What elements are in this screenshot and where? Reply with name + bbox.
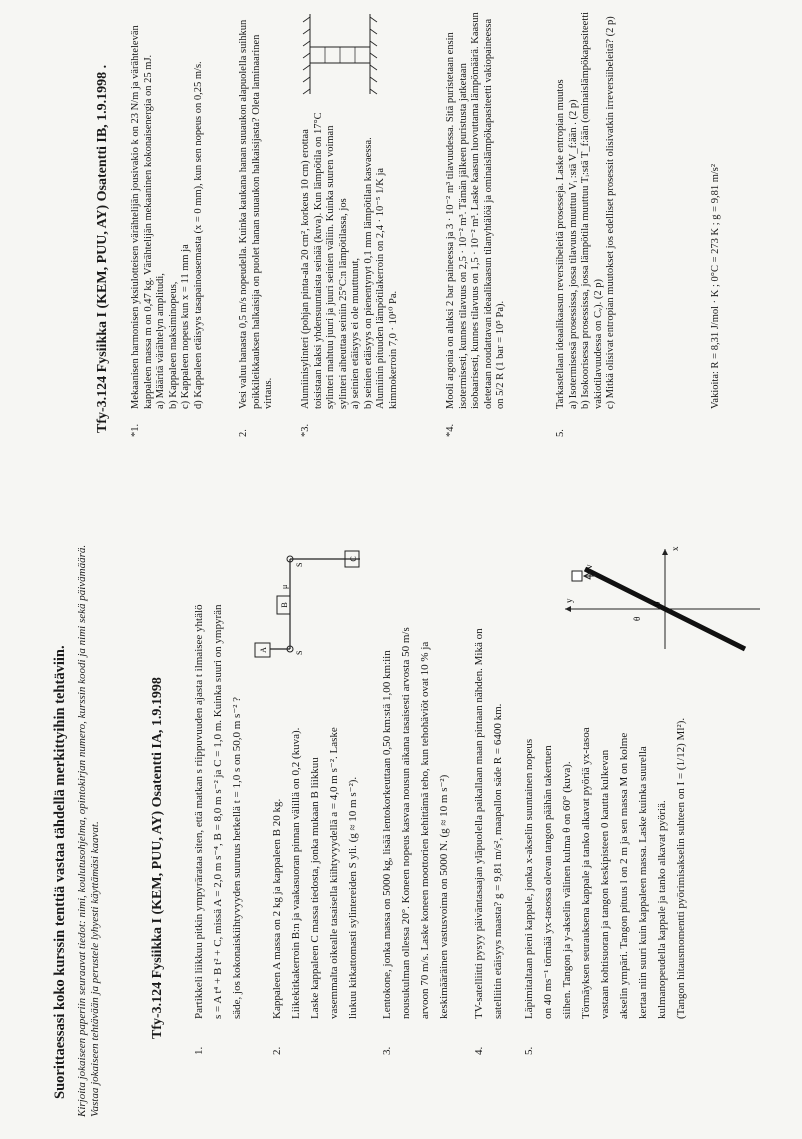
problem-line: kertaa niin suuri kuin kappaleen massa. Laske kuinka suurella [637, 746, 649, 1019]
problem-line: (Tangon hitausmomentti pyörimisakselin suhteen on I = (1/12) Ml²). [675, 717, 687, 1019]
problem-text: Mekaanisen harmonisen yksiulotteisen värähtelijän jousivakio k on 23 N/m ja värähtelevän kappaleen massa m on 0,47 kg. Värähtelijän mekaaninen kokonaisenergia on 25 mJ. [130, 25, 154, 409]
problem-number: *3. [300, 423, 311, 437]
problem-ia-4 [470, 549, 508, 1055]
problem-item: d) Kappaleen etäisyys tasapainoasemasta (x = 0 mm), kun sen nopeus on 0,25 m/s. [192, 61, 204, 409]
exam-ia-title: Tfy-3.124 Fysiikka I (KEM, PUU, AY) Osatentti IA, 1.9.1998 [150, 677, 165, 1039]
problem-item: a) Isotermisessä prosessissa, jossa tilavuus muuttuu Vᵢ :stä V_f:ään . (2 p) [567, 99, 579, 409]
problem-ib-5 [555, 9, 618, 437]
exam-ib-column [0, 0, 802, 539]
problem-line: säde, jos kokonaiskiihtyvyyden suuruus hetkellä t = 1,0 s on 50,0 m s⁻² ? [231, 696, 243, 1019]
label-theta: θ [632, 616, 642, 621]
problem-text: Tarkastellaan ideaalikaasun reversiibeleitä prosesseja. Laske entropian muutos [555, 79, 566, 409]
problem-line: arvoon 70 m/s. Laske koneen moottorien kehittämä teho, kun tehohäviöt ovat 10 % ja [419, 641, 431, 1019]
problem-item: a) Määritä värähtelyn amplitudi, [155, 273, 166, 409]
label-x: x [670, 546, 680, 551]
problem-line: Läpimitaltaan pieni kappale, jonka x-akselin suuntainen nopeus [523, 738, 535, 1019]
cylinder-figure [300, 9, 380, 99]
label-a: A [259, 647, 268, 653]
problem-number: 3. [381, 1046, 393, 1055]
pulley-figure [250, 549, 370, 659]
problem-line: kulmanopeudella kappale ja tanko alkavat pyöriä. [656, 800, 668, 1019]
problem-number: 5. [523, 1046, 535, 1055]
problem-item: c) Mitkä olisivat entropian muutokset jos edelliset prosessit olisivatkin irreversiibeleitä? (2 p) [605, 16, 616, 409]
problem-ia-5 [520, 679, 691, 1055]
problem-item: b) Kappaleen maksiminopeus, [167, 281, 179, 409]
problem-ia-1 [190, 549, 247, 1055]
rod-figure [560, 544, 770, 669]
label-c: C [349, 556, 358, 562]
problem-number: 1. [193, 1046, 205, 1055]
problem-ib-4 [445, 9, 508, 437]
label-s1: S [295, 650, 304, 655]
problem-line: keskimääräinen vastusvoima on 5000 N. (g ≈ 10 m s⁻²) [438, 774, 450, 1019]
problem-line: Lentokone, jonka massa on 5000 kg, lisää lentokorkeuttaan 0,50 km:stä 1,00 km:iin [381, 650, 393, 1019]
problem-line: Liikekitkakerroin B:n ja vaakasuoran pinnan välillä on 0,2 (kuva). [290, 727, 302, 1019]
intro-note: Kirjoita jokaiseen paperiin seuraavat tiedot: nimi, koulutusohjelma, opintokirjan numero, kurssin koodi ja nimi sekä päivämäärä. Vastaa jokaiseen tehtävään ja perustele lyhyesti käyttämäsi kaavat. [76, 544, 101, 1117]
problem-line: vastaan kohtisuoran ja tangon keskipisteen 0 kautta kulkevan [599, 749, 611, 1019]
problem-ib-3 [300, 109, 400, 437]
problem-line: Partikkeli liikkuu pitkin ympyrärataa siten, että matkan s riippuvuuden ajasta t ilmaisee yhtälö [193, 604, 205, 1019]
constants: Vakioita: R = 8,31 J/mol · K ; 0°C = 273 K ; g = 9,81 m/s² [710, 163, 721, 409]
problem-text: Mooli argonia on aluksi 2 bar paineessa ja 3 · 10⁻² m³ tilavuudessa. Sitä puristetaan ensin isotermisesti, kunnes tilavuus on 2,5 · 10⁻² m³. Tämän jälkeen puristusta jatketaan isobaarisesti, kunnes tilavuus on 1,5 · 10⁻² m³. Laske kaasun luovuttama lämpömäärä. Kaasun oletetaan noudattavan ideaalikaasun tilanyhtälöä ja ominaislämpökapasiteetti vakiopaineessa on 5/2 R (1 bar = 10⁵ Pa). [445, 12, 506, 409]
problem-line: satelliitin etäisyys maasta? g = 9,81 m/s², maapallon säde R = 6400 km. [492, 703, 504, 1019]
label-s2: S [295, 562, 304, 567]
problem-line: Törmäyksen seurauksena kappale ja tanko alkavat pyöriä yx-tasoa [580, 727, 592, 1019]
problem-ib-2 [238, 9, 276, 437]
problem-number: *4. [445, 423, 456, 437]
label-y: y [564, 598, 574, 603]
problem-line: akselin ympäri. Tangon pituus l on 2 m ja sen massa M on kolme [618, 732, 630, 1019]
problem-text: Vesi valuu hanasta 0,5 m/s nopeudella. Kuinka kaukana hanan suuaukon alapuolella suihkun poikkileikkauksen halkaisija on puolet hanan suuaukon halkaisijasta? Oleta laminaarinen virtaus. [238, 19, 274, 409]
label-v: v [584, 564, 594, 569]
problem-ia-3 [378, 549, 454, 1055]
problem-number: 4. [473, 1046, 485, 1055]
problem-text-tail: Alumiinin pituuden lämpötilakerroin on 2,4 · 10⁻⁵ 1/K ja kimmokerroin 7,0 · 10¹⁰ Pa. [375, 167, 399, 409]
problem-item: b) Isokoorisessa prosessissa, jossa lämpötila muuttuu Tᵢ:stä T_f:ään (ominaislämpökapasiteetti vakiotilavuudessa on Cᵥ). (2 p) [580, 11, 604, 409]
problem-line: Laske kappaleen C massa tiedosta, jonka mukaan B liikkuu [309, 757, 321, 1019]
exam-ib-title: Tfy-3.124 Fysiikka I (KEM, PUU, AY) Osatentti IB, 1.9.1998 . [95, 64, 110, 433]
intro-title: Suorittaessasi koko kurssin tenttiä vastaa tähdellä merkittyihin tehtäviin. [52, 645, 68, 1099]
label-b: B [280, 602, 289, 608]
problem-number: 2. [271, 1046, 283, 1055]
problem-number: 2. [238, 429, 249, 437]
problem-line: siihen. Tangon ja y-akselin välinen kulma θ on 60° (kuva). [561, 761, 573, 1019]
label-mu: μ [280, 584, 289, 589]
problem-item: b) seinien etäisyys on pienentynyt 0,1 mm lämpötilan kasvaessa. [362, 137, 374, 409]
problem-ib-1 [130, 9, 205, 437]
problem-line: vasemmalta oikealle tasaisella kiihtyvyydellä a = 4,0 m s⁻². Laske [328, 727, 340, 1019]
small-body [572, 571, 582, 581]
problem-line: Kappaleen A massa on 2 kg ja kappaleen B 20 kg. [271, 798, 283, 1019]
problem-ia-2 [268, 669, 363, 1055]
problem-text: Alumiinisylinteri (pohjan pinta-ala 20 cm², korkeus 10 cm) erottaa toisistaan kaksi yhdensuuntaista seinää (kuva). Kun lämpötila on 17°C sylinteri mahtuu juuri ja juuri seinien väliin. Kuinka suuren voiman sylinteri aiheuttaa seiniin 25°C:n lämpötilassa, jos [300, 112, 349, 409]
problem-line: liukuu kitkattomasti sylintereiden S yli. (g ≈ 10 m s⁻²). [347, 776, 359, 1019]
problem-number: 5. [555, 429, 566, 437]
problem-line: nousukulman ollessa 20°. Koneen nopeus kasvaa nousun aikana tasaisesti arvosta 50 m/s [400, 627, 412, 1019]
exam-ia-column [0, 539, 802, 1139]
problem-line: on 40 ms⁻¹ törmää yx-tasossa olevan tangon päähän takertuen [542, 745, 554, 1019]
problem-number: *1. [130, 423, 141, 437]
problem-line: TV-satelliitti pysyy päiväntasaajan yläpuolella paikallaan maan pintaan nähden. Mikä on [473, 628, 485, 1019]
label-o: 0 [652, 601, 662, 606]
problem-item: a) seinien etäisyys ei ole muuttunut, [350, 257, 361, 409]
problem-line: s = A t⁴ + B t² + C, missä A = 2,0 m s⁻⁴, B = 8,0 m s⁻² ja C = 1,0 m. Kuinka suuri on ympyrän [212, 604, 224, 1019]
problem-item: c) Kappaleen nopeus kun x = 11 mm ja [180, 244, 191, 409]
